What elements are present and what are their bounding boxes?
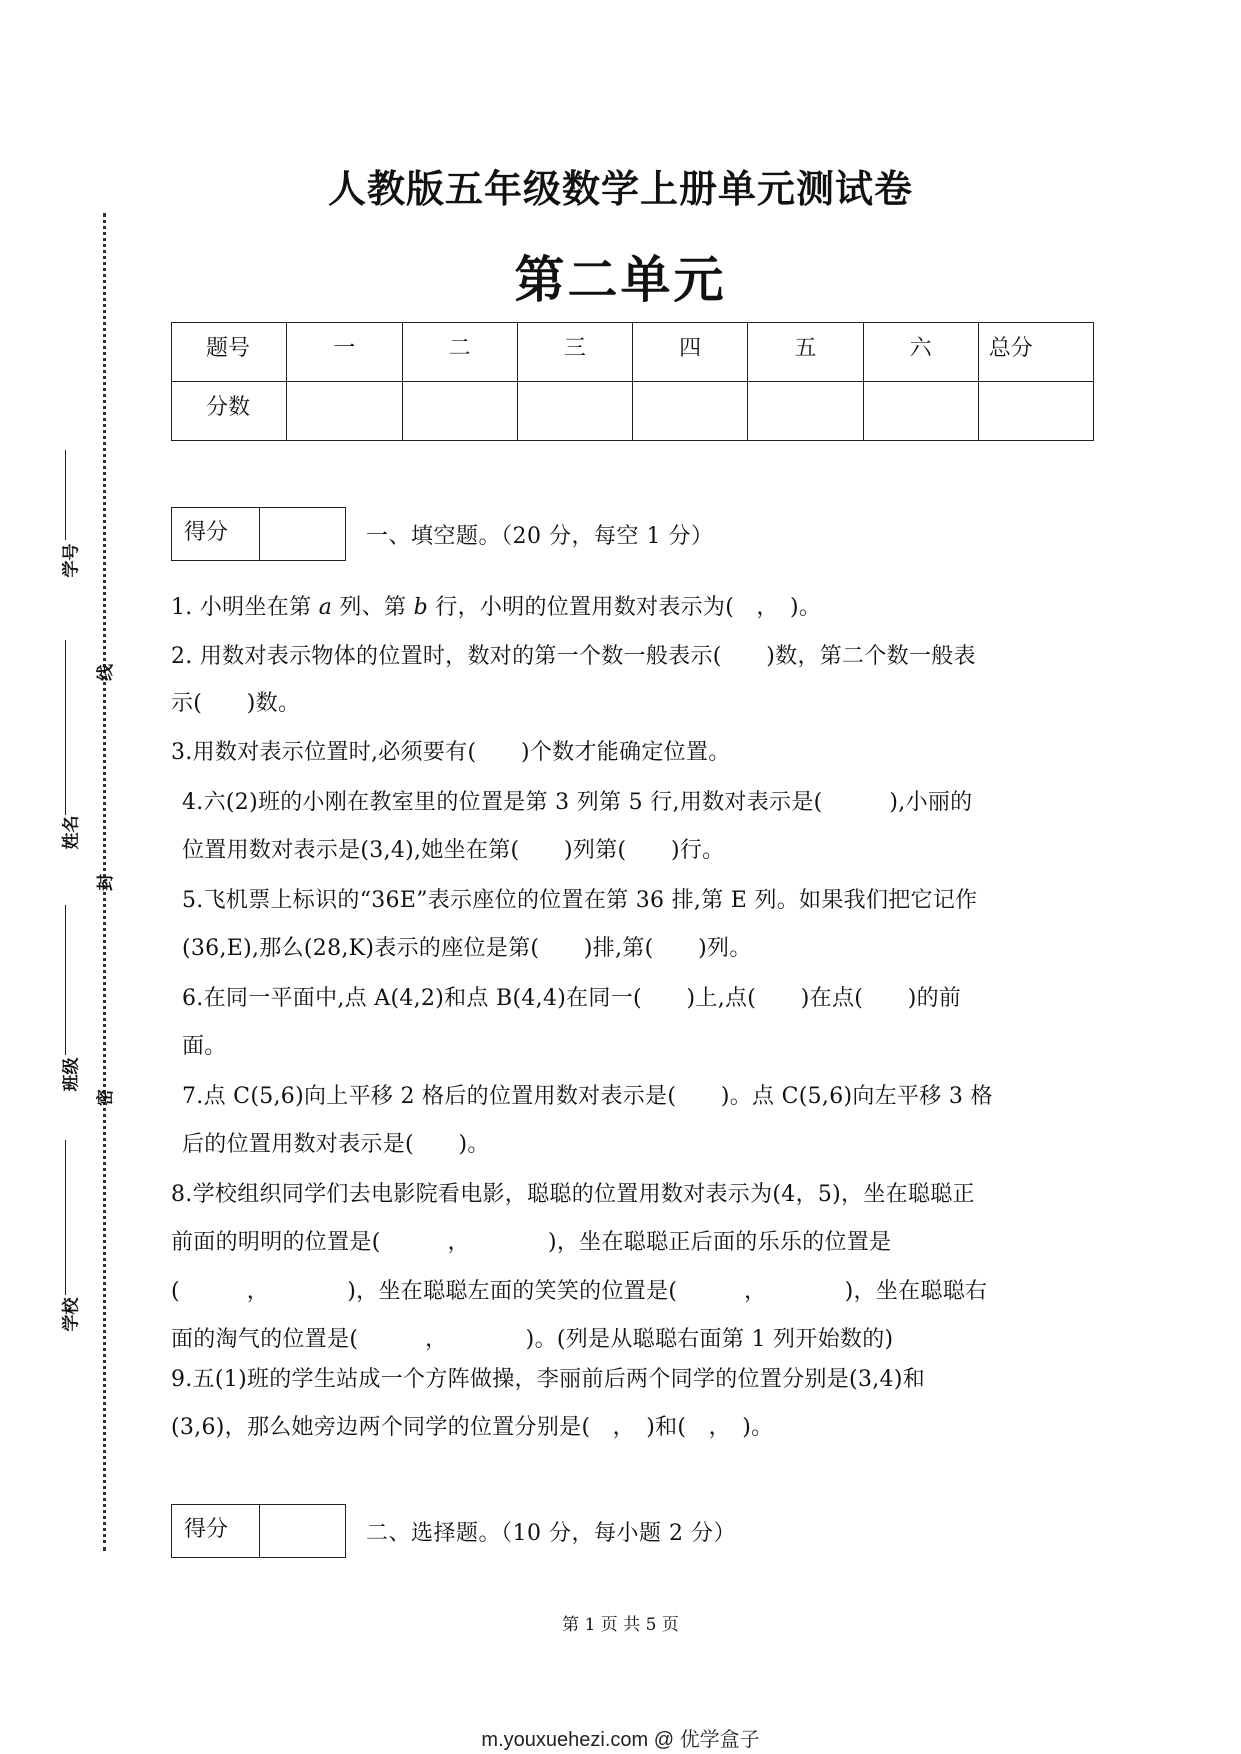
question-line: 示( )数。 <box>171 691 301 716</box>
score-input-cell[interactable] <box>748 382 863 441</box>
site-watermark: m.youxuehezi.com @ 优学盒子 <box>481 1729 760 1751</box>
name-underline[interactable] <box>65 640 66 815</box>
question-line: 6.在同一平面中,点 A(4,2)和点 B(4,4)在同一( )上,点( )在点( )的前 <box>182 986 962 1011</box>
question-line: (3,6)，那么她旁边两个同学的位置分别是( ， )和( ， )。 <box>171 1415 774 1440</box>
section-score-box <box>171 507 346 561</box>
score-table-cell: 题号 <box>172 323 287 382</box>
name-label: 姓名 <box>61 815 82 850</box>
section-score-box <box>171 1504 346 1558</box>
school-label: 学校 <box>61 1297 82 1332</box>
question-line: 7.点 C(5,6)向上平移 2 格后的位置用数对表示是( )。点 C(5,6)向左平移 3 格 <box>182 1084 993 1109</box>
question-line: 4.六(2)班的小刚在教室里的位置是第 3 列第 5 行,用数对表示是( ),小丽的 <box>182 790 973 815</box>
section-heading: 二、选择题。（10 分，每小题 2 分） <box>366 1521 736 1546</box>
score-table-cell: 四 <box>633 323 748 382</box>
section-heading: 一、填空题。（20 分，每空 1 分） <box>366 524 714 549</box>
question-line: 8.学校组织同学们去电影院看电影，聪聪的位置用数对表示为(4，5)，坐在聪聪正 <box>171 1182 975 1207</box>
question-line: (36,E),那么(28,K)表示的座位是第( )排,第( )列。 <box>182 936 752 961</box>
question-line: 9.五(1)班的学生站成一个方阵做操，李丽前后两个同学的位置分别是(3,4)和 <box>171 1367 926 1392</box>
seal-line-text: 线 <box>96 664 116 681</box>
score-input-cell[interactable] <box>517 382 632 441</box>
question-line: 面。 <box>182 1034 227 1059</box>
score-table-cell: 三 <box>517 323 632 382</box>
question-line: 位置用数对表示是(3,4),她坐在第( )列第( )行。 <box>182 838 725 863</box>
question-line <box>171 590 821 621</box>
page-number: 第 1 页 共 5 页 <box>562 1615 679 1635</box>
score-table-cell: 分数 <box>172 382 287 441</box>
question-text: 1. 小明坐在第 <box>171 595 319 620</box>
variable-text: b <box>413 595 428 620</box>
score-input-cell[interactable] <box>402 382 517 441</box>
score-input-cell[interactable] <box>978 382 1093 441</box>
score-table-cell: 总分 <box>978 323 1093 382</box>
student-id-underline[interactable] <box>65 450 66 540</box>
score-table-cell: 一 <box>287 323 402 382</box>
question-line: 面的淘气的位置是( ， )。(列是从聪聪右面第 1 列开始数的) <box>171 1327 894 1352</box>
page-title: 人教版五年级数学上册单元测试卷 <box>327 166 913 211</box>
variable-text: a <box>318 595 333 620</box>
student-id-label: 学号 <box>61 543 82 578</box>
score-box-label: 得分 <box>172 1505 260 1557</box>
score-table-cell: 六 <box>863 323 978 382</box>
class-underline[interactable] <box>65 905 66 1055</box>
score-box-input[interactable] <box>260 1505 345 1557</box>
score-table-header-row <box>172 323 1094 382</box>
score-input-cell[interactable] <box>287 382 402 441</box>
question-line: 3.用数对表示位置时,必须要有( )个数才能确定位置。 <box>171 740 731 765</box>
question-line: 前面的明明的位置是( ， )，坐在聪聪正后面的乐乐的位置是 <box>171 1230 892 1255</box>
question-line: 后的位置用数对表示是( )。 <box>182 1132 490 1157</box>
question-text: 列、第 <box>332 595 414 620</box>
class-label: 班级 <box>61 1057 82 1092</box>
score-box-input[interactable] <box>260 508 345 560</box>
seal-secret-text: 密 <box>96 1089 116 1106</box>
score-table-cell: 五 <box>748 323 863 382</box>
score-box-label: 得分 <box>172 508 260 560</box>
score-table-cell: 二 <box>402 323 517 382</box>
question-line: ( ， )，坐在聪聪左面的笑笑的位置是( ， )，坐在聪聪右 <box>171 1279 988 1304</box>
school-underline[interactable] <box>65 1140 66 1295</box>
score-input-cell[interactable] <box>863 382 978 441</box>
score-table <box>171 322 1094 441</box>
score-input-cell[interactable] <box>633 382 748 441</box>
question-line: 2. 用数对表示物体的位置时，数对的第一个数一般表示( )数，第二个数一般表 <box>171 644 976 669</box>
score-table-score-row <box>172 382 1094 441</box>
unit-title: 第二单元 <box>514 250 727 309</box>
question-text: 行，小明的位置用数对表示为( ， )。 <box>428 595 822 620</box>
question-line: 5.飞机票上标识的“36E”表示座位的位置在第 36 排,第 E 列。如果我们把它记作 <box>182 888 978 913</box>
seal-seal-text: 封 <box>96 874 116 891</box>
